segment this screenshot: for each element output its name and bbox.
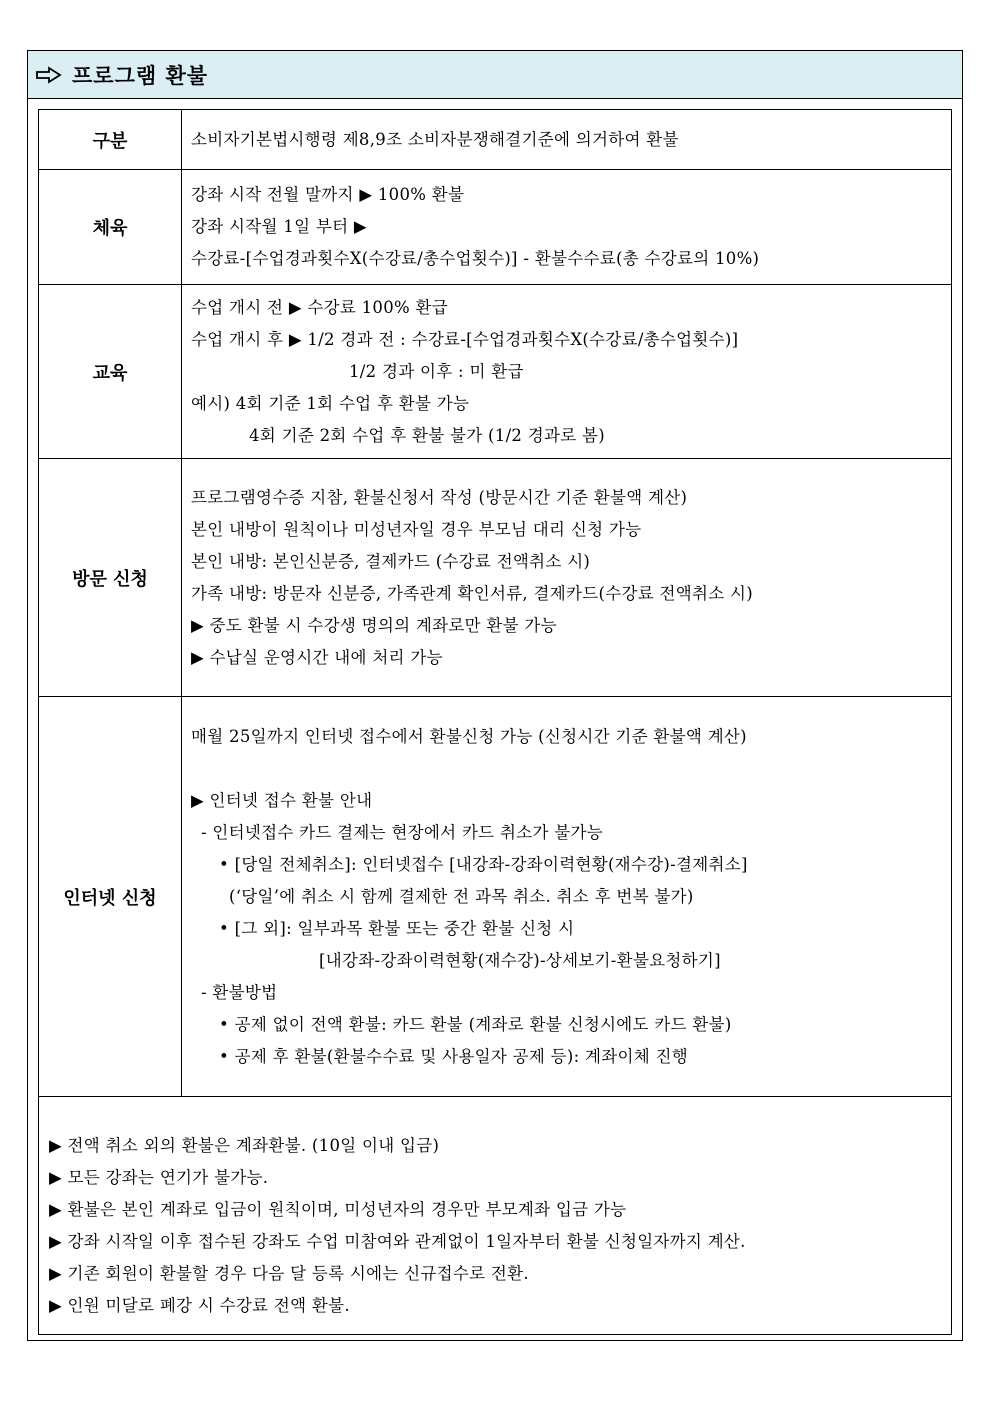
section-header: [28, 51, 962, 99]
text-line: • [당일 전체취소]: 인터넷접수 [내강좌-강좌이력현황(재수강)-결제취소]: [219, 854, 748, 874]
table-row-education: [39, 285, 952, 459]
text-line: • 공제 후 환불(환불수수료 및 사용일자 공제 등): 계좌이체 진행: [219, 1046, 689, 1066]
arrow-right-outline-icon: [34, 65, 64, 85]
row-content: [182, 697, 952, 1097]
row-content: [182, 459, 952, 697]
text-line: 1/2 경과 이후 : 미 환급: [349, 361, 524, 381]
text-line: 매월 25일까지 인터넷 접수에서 환불신청 가능 (신청시간 기준 환불액 계산): [191, 726, 747, 746]
row-label: 교육: [39, 285, 182, 459]
row-label: 방문 신청: [39, 459, 182, 697]
text-line: - 인터넷접수 카드 결제는 현장에서 카드 취소가 불가능: [201, 822, 603, 842]
row-content: [182, 285, 952, 459]
refund-policy-box: [38, 109, 952, 1335]
text-line: 수강료-[수업경과횟수X(수강료/총수업횟수)] - 환불수수료(총 수강료의 10%): [191, 249, 760, 268]
text-line: ▶ 수납실 운영시간 내에 처리 가능: [191, 647, 443, 667]
section-title: 프로그램 환불: [72, 63, 209, 88]
row-label: 체육: [39, 170, 182, 285]
refund-policy-table: [38, 109, 952, 1097]
text-line: 예시) 4회 기준 1회 수업 후 환불 가능: [191, 393, 470, 413]
note-item: ▶ 전액 취소 외의 환불은 계좌환불. (10일 이내 입금): [49, 1136, 440, 1155]
row-label: 구분: [39, 110, 182, 170]
row-label: 인터넷 신청: [39, 697, 182, 1097]
text-line: • 공제 없이 전액 환불: 카드 환불 (계좌로 환불 신청시에도 카드 환불): [219, 1014, 732, 1034]
text-line: 본인 내방: 본인신분증, 결제카드 (수강료 전액취소 시): [191, 551, 591, 571]
spacer: [191, 753, 951, 785]
text-line: 수업 개시 전 ▶ 수강료 100% 환급: [191, 297, 449, 317]
refund-section: [27, 50, 963, 1341]
note-item: ▶ 인원 미달로 폐강 시 수강료 전액 환불.: [49, 1296, 350, 1315]
text-line: 가족 내방: 방문자 신분증, 가족관계 확인서류, 결제카드(수강료 전액취소 시): [191, 583, 753, 603]
general-notes: [49, 1130, 746, 1322]
text-line: 수업 개시 후 ▶ 1/2 경과 전 : 수강료-[수업경과횟수X(수강료/총수업횟수)]: [191, 329, 739, 349]
text-line: 프로그램영수증 지참, 환불신청서 작성 (방문시간 기준 환불액 계산): [191, 487, 688, 507]
text-line: 강좌 시작 전월 말까지 ▶ 100% 환불: [191, 185, 465, 204]
text-line: - 환불방법: [201, 982, 278, 1002]
note-item: ▶ 모든 강좌는 연기가 불가능.: [49, 1168, 269, 1187]
note-item: ▶ 환불은 본인 계좌로 입금이 원칙이며, 미성년자의 경우만 부모계좌 입금 가능: [49, 1200, 627, 1219]
table-row-category: [39, 110, 952, 170]
text-line: 소비자기본법시행령 제8,9조 소비자분쟁해결기준에 의거하여 환불: [191, 129, 679, 149]
table-row-visit-application: [39, 459, 952, 697]
row-content: [182, 110, 952, 170]
text-line: 본인 내방이 원칙이나 미성년자일 경우 부모님 대리 신청 가능: [191, 519, 642, 539]
row-content: [182, 170, 952, 285]
table-row-sports: [39, 170, 952, 285]
text-line: [내강좌-강좌이력현황(재수강)-상세보기-환불요청하기]: [319, 950, 721, 970]
note-item: ▶ 기존 회원이 환불할 경우 다음 달 등록 시에는 신규접수로 전환.: [49, 1264, 529, 1283]
text-line: ▶ 인터넷 접수 환불 안내: [191, 790, 373, 810]
text-line: 4회 기준 2회 수업 후 환불 불가 (1/2 경과로 봄): [249, 425, 606, 445]
text-line: (‘당일’에 취소 시 함께 결제한 전 과목 취소. 취소 후 번복 불가): [229, 886, 694, 906]
text-line: ▶ 중도 환불 시 수강생 명의의 계좌로만 환불 가능: [191, 615, 557, 635]
note-item: ▶ 강좌 시작일 이후 접수된 강좌도 수업 미참여와 관계없이 1일자부터 환불 신청일자까지 계산.: [49, 1232, 746, 1251]
table-row-internet-application: [39, 697, 952, 1097]
text-line: • [그 외]: 일부과목 환불 또는 중간 환불 신청 시: [219, 918, 575, 938]
text-line: 강좌 시작월 1일 부터 ▶: [191, 217, 367, 236]
